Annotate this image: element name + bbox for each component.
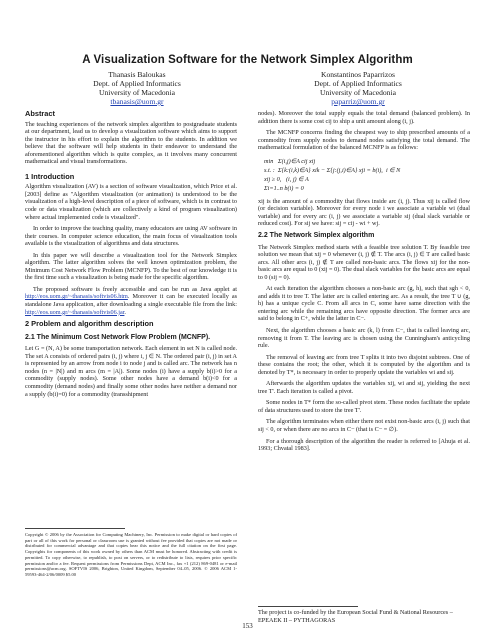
- right-paragraph-2: The MCNFP concerns finding the cheapest way to ship prescribed amounts of a commodity from supply nodes to demand nodes satisfying the total demand. The mathematical formulation of the balanced MCNFP is as follows:: [258, 129, 470, 152]
- copyright-notice: Copyright © 2006 by the Association for Computing Machinery, Inc. Permission to make digital or hard copies of part or all of this work for personal or classroom use is granted without fee provided that copies are not made or distributed for commercial advantage and that copies bear this notice and the full citation on the first page. Copyrights for components of this work owned by others than ACM must be honored. Abstracting with credit is permitted. To copy otherwise, to republish, to post on servers, or to redistribute to lists, requires prior specific permission and/or a fee. Request permissions from Permissions Dept, ACM Inc., fax +1 (212) 869-0481 or e-mail permissions@acm.org. SOFTVIS 2006, Brighton, United Kingdom, September 04–05, 2006. © 2006 ACM 1-59593-464-2/06/0009 $5.00: [25, 532, 237, 577]
- formula-balance: Σi=1..n b(i) = 0: [264, 184, 304, 192]
- paper-title: A Visualization Software for the Network Simplex Algorithm: [82, 54, 413, 66]
- right-paragraph-5: At each iteration the algorithm chooses a non-basic arc (g, h), such that sgh < 0, and adds it to tree T. The latter arc is called entering arc. As a result, the tree T ∪ (g, h) has a unique cycle C. From all arcs in C, some have same direction with the entering arc while the remaining arcs have opposite direction. The former arcs are said to belong in C+, while the latter in C−.: [258, 285, 470, 323]
- abstract-text: The teaching experiences of the network simplex algorithm to postgraduate students at our department, lead us to develop a visualization software which aims to support the instructor in his effort to explain the algorithm to the students. In addition we believe that the software will help students in their endeavor to understand the aforementioned algorithm which is quite complex, as it involves many concurrent mathematical and visual transformations.: [25, 120, 237, 166]
- right-paragraph-10: The algorithm terminates when either there not exist non-basic arcs (i, j) such that sij < 0, or when there are no arcs in C− (that is C− = ∅).: [258, 418, 470, 433]
- author-university: University of Macedonia: [99, 88, 175, 97]
- left-column: [25, 110, 237, 402]
- author-university: University of Macedonia: [320, 88, 396, 97]
- subsection-heading-mcnfp: 2.1 The Minimum Cost Network Flow Problem (MCNFP).: [25, 333, 211, 341]
- right-paragraph-7: The removal of leaving arc from tree T splits it into two disjoint subtrees. One of these contains the root; the other, which it is computed by the algorithm and is denoted by T*, is necessary in order to properly update the variables wi and sij.: [258, 353, 470, 376]
- right-paragraph-6: Next, the algorithm chooses a basic arc (k, l) from C−, that is called leaving arc, removing it from T. The leaving arc is chosen using the Cunningham's anticycling rule.: [258, 326, 470, 350]
- funding-footnote: The project is co-funded by the European Social Fund & National Resources – EPEAEK II – PYTHAGORAS: [258, 609, 453, 624]
- author-name: Thanasis Baloukas: [108, 70, 166, 79]
- intro-paragraph-2: In order to improve the teaching quality, many educators are using AV software in their courses. In computer science education, the main focus of visualization tools available is the visualization of algorithms and data structures.: [25, 225, 237, 248]
- intro-paragraph-1: Algorithm visualization (AV) is a section of software visualization, which Price et al. [2003] define as "Algorithm visualization (or animation) is understood to be the visualization of a high-level description of a piece of software, which is in contrast to code or data visualization (which are collectively a kind of program visualization) where actual implemented code is visualized".: [25, 183, 237, 221]
- right-paragraph-8: Afterwards the algorithm updates the variables xij, wi and sij, yielding the next tree T'. Each iteration is called a pivot.: [258, 380, 470, 395]
- right-paragraph-11: For a thorough description of the algorithm the reader is referred to [Ahuja et al. 1993; Chvatal 1983].: [258, 437, 470, 453]
- intro-paragraph-3: In this paper we will describe a visualization tool for the Network Simplex algorithm. The latter algorithm solves the well known optimization problem, the Minimum Cost Network Flow Problem (MCNFP). To the best of our knowledge it is the first time such a visualization is being made for the specific algorithm.: [25, 251, 237, 282]
- author-name: Konstantinos Paparrizos: [320, 70, 396, 79]
- right-paragraph-9: Some nodes in T* form the so-called pivot stem. These nodes facilitate the update of data structures used to store the tree T'.: [258, 399, 470, 414]
- right-paragraph-1: nodes). Moreover the total supply equals the total demand (balanced problem). In addition there is some cost cij to ship a unit amount along (i, j).: [258, 110, 470, 125]
- author-affiliation: Dept. of Applied Informatics: [314, 79, 402, 88]
- section-heading-problem: 2 Problem and algorithm description: [25, 319, 154, 329]
- copyright-divider: [25, 528, 125, 529]
- subsection-heading-network-simplex: 2.2 The Network Simplex algorithm: [258, 231, 375, 239]
- right-column: [258, 110, 470, 457]
- section-heading-introduction: 1 Introduction: [25, 171, 75, 181]
- author-block-1: [52, 70, 222, 106]
- mcnfp-formulation: [264, 157, 470, 193]
- formula-objective: min Σ(i,j)∈A cij xij: [264, 157, 316, 165]
- author-affiliation: Dept. of Applied Informatics: [93, 79, 181, 88]
- mcnfp-paragraph: Let G = (N, A) be some transportation network. Each element in set N is called node. The set A consists of ordered pairs (i, j) where i, j ∈ N. The ordered pair (i, j) in set A is represented by an arrow from node i to node j and is called arc. The network has n nodes (n = |N|) and m arcs (m = |A|). Some nodes (i) have a supply b(i)>0 for a commodity (supply nodes). Some other nodes have a demand b(i)<0 for a commodity (demand nodes) and finally some other nodes have neither a demand nor a supply (b(i)=0) for a commodity (transshipment: [25, 345, 237, 398]
- right-paragraph-3: xij is the amount of a commodity that flows inside arc (i, j). Thus xij is called flow (or decision variable). Moreover for every node i we associate a variable wi (dual variable) and for every arc (i, j) we associate a variable sij (dual slack variable or reduced cost). For sij we have: sij = cij - wi + wj.: [258, 197, 470, 228]
- intro-paragraph-4: [25, 286, 237, 316]
- intro-text: The proposed software is freely accessible and can be run as Java applet at: [33, 285, 237, 293]
- applet-link[interactable]: http://eos.uom.gr/~thanasis/softvis06.htm: [25, 293, 128, 301]
- abstract-heading: Abstract: [25, 109, 55, 118]
- formula-nonnegativity: xij ≥ 0, (i, j) ∈ A: [264, 175, 309, 183]
- footnote-divider: [258, 606, 358, 607]
- author-block-2: [273, 70, 443, 106]
- download-link[interactable]: http://eos.uom.gr/~thanasis/softvis06.jar: [25, 308, 125, 316]
- right-paragraph-4: The Network Simplex method starts with a feasible tree solution T. By feasible tree solution we mean that xij = 0 whenever (i, j) ∉ T. The arcs (i, j) ∈ T are called basic arcs. All other arcs (i, j) ∉ T are called non-basic arcs. The flows xij for the non-basic arcs are equal to 0 (xij = 0). The dual slack variables for the basic arcs are equal to 0 (sij = 0).: [258, 243, 470, 281]
- intro-text: . Moreover it can be executed locally as standalone Java application, after downloading a single executable file from the link:: [25, 293, 237, 309]
- page-number: 153: [242, 622, 253, 630]
- author-email[interactable]: paparriz@uom.gr: [331, 97, 385, 106]
- formula-constraint: s.t. : Σ{k:(i,k)∈A} xik − Σ{j:(j,i)∈A} xji = b(i), i ∈ N: [264, 166, 401, 174]
- intro-text: .: [124, 308, 126, 316]
- author-email[interactable]: tbanasis@uom.gr: [110, 97, 164, 106]
